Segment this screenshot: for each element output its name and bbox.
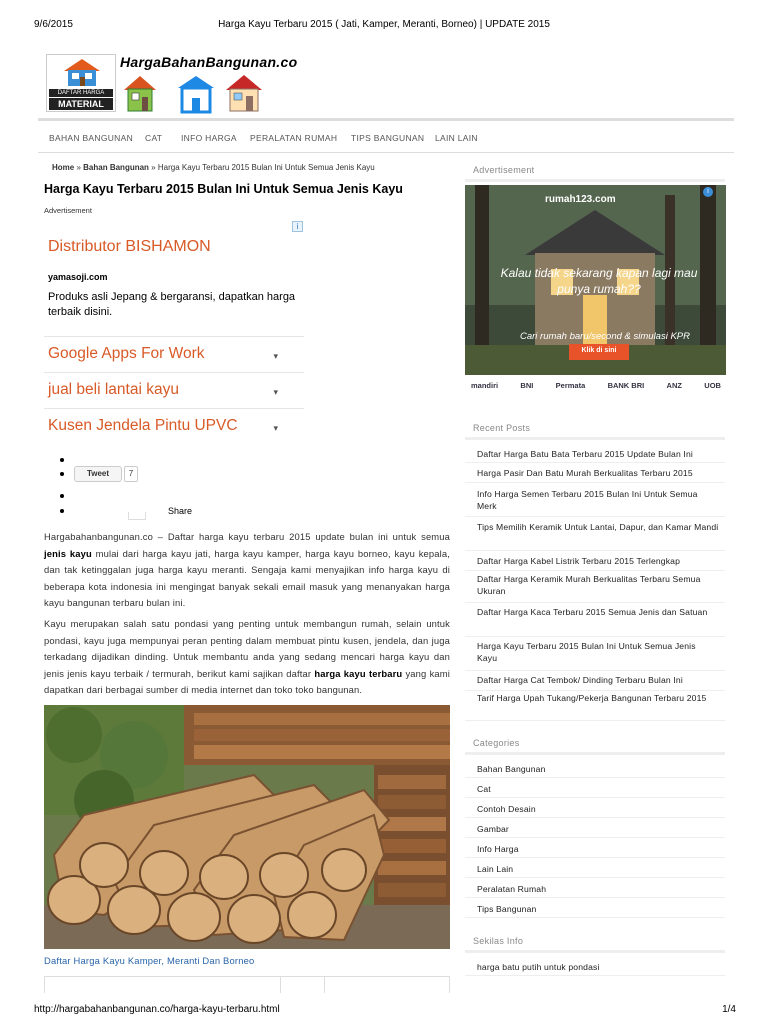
recent-post-link[interactable]: Tarif Harga Upah Tukang/Pekerja Bangunan Terbaru 2015 [477, 693, 707, 703]
sidebar-divider [465, 437, 725, 440]
category-item[interactable] [465, 898, 725, 918]
banner-cta-button[interactable]: Klik di sini [581, 347, 617, 354]
recent-post-item[interactable] [465, 463, 725, 483]
tweet-count: 7 [124, 466, 138, 482]
bank-logo: BANK BRI [607, 381, 645, 390]
bank-logo: BNI [520, 381, 534, 390]
breadcrumb-home[interactable]: Home [52, 163, 75, 172]
bank-logo: UOB [704, 381, 721, 390]
chevron-down-icon: ▾ [273, 423, 278, 433]
logo-daftar-label: DAFTAR HARGA [49, 89, 113, 97]
breadcrumb-separator: » [76, 163, 81, 172]
ad-link-label: Kusen Jendela Pintu UPVC [48, 417, 238, 434]
sidebar-divider [465, 950, 725, 953]
info-item[interactable] [465, 956, 725, 976]
table-border [280, 977, 281, 993]
category-item[interactable] [465, 838, 725, 858]
breadcrumb-category[interactable]: Bahan Bangunan [83, 163, 149, 172]
bank-logo: Permata [555, 381, 586, 390]
tweet-button[interactable]: Tweet [74, 466, 122, 482]
category-link[interactable]: Bahan Bangunan [477, 764, 546, 774]
recent-post-link[interactable]: Info Harga Semen Terbaru 2015 Bulan Ini Untuk Semua Merk [477, 489, 698, 511]
recent-post-link[interactable]: Daftar Harga Cat Tembok/ Dinding Terbaru Bulan Ini [477, 675, 683, 685]
category-link[interactable]: Contoh Desain [477, 804, 536, 814]
sidebar-ad-heading: Advertisement [473, 165, 535, 175]
ad-headline[interactable]: Distributor BISHAMON [48, 238, 211, 255]
ad-link-kusen-upvc[interactable] [44, 408, 304, 444]
nav-tips-bangunan[interactable]: TIPS BANGUNAN [351, 133, 425, 143]
recent-post-link[interactable]: Tips Memilih Keramik Untuk Lantai, Dapur, dan Kamar Mandi [477, 522, 719, 532]
share-buttons [60, 452, 260, 522]
sidebar-divider [465, 752, 725, 755]
house-logo-icon [60, 57, 104, 87]
recent-post-link[interactable]: Daftar Harga Keramik Murah Berkualitas Terbaru Semua Ukuran [477, 574, 701, 596]
category-item[interactable] [465, 878, 725, 898]
nav-info-harga[interactable]: INFO HARGA [181, 133, 237, 143]
paragraph-text: mulai dari harga kayu jati, harga kayu kamper, harga kayu borneo, kayu kepala, dan tak ketinggalan juga harga kayu meranti. Sengaja kami menyajikan info harga kayu di beberapa kota indonesia ini mengingat banyak sekali email masuk yang menanyakan harga kayu bangunan terbaru bulan ini. [44, 547, 450, 608]
table-border [449, 977, 450, 993]
print-date: 9/6/2015 [34, 19, 73, 30]
recent-post-item[interactable] [465, 517, 725, 551]
print-footer [0, 1000, 768, 1024]
recent-post-link[interactable]: Daftar Harga Batu Bata Terbaru 2015 Update Bulan Ini [477, 449, 693, 459]
breadcrumb-current: Harga Kayu Terbaru 2015 Bulan Ini Untuk Semua Jenis Kayu [157, 163, 375, 172]
recent-post-item[interactable] [465, 637, 725, 671]
ad-description: Produks asli Jepang & bergaransi, dapatkan harga terbaik disini. [48, 291, 296, 318]
banner-brand: rumah123.com [545, 194, 616, 205]
category-link[interactable]: Lain Lain [477, 864, 514, 874]
category-item[interactable] [465, 818, 725, 838]
body-paragraph [44, 616, 450, 699]
chevron-down-icon: ▾ [273, 351, 278, 361]
ad-link-lantai-kayu[interactable] [44, 372, 304, 408]
main-nav [38, 118, 734, 153]
banner-sub: Cari rumah baru/second & simulasi KPR [519, 331, 690, 342]
recent-posts-heading: Recent Posts [473, 423, 531, 433]
ad-domain[interactable]: yamasoji.com [48, 272, 108, 282]
recent-post-item[interactable] [465, 571, 725, 603]
banner-background [465, 185, 726, 412]
houses-icon [120, 72, 270, 114]
site-logo[interactable] [46, 54, 336, 114]
breadcrumb-separator: » [151, 163, 156, 172]
table-border [324, 977, 325, 993]
recent-post-item[interactable] [465, 691, 725, 721]
timber-photo [44, 705, 450, 949]
category-link[interactable]: Peralatan Rumah [477, 884, 547, 894]
advertisement-label: Advertisement [44, 206, 92, 215]
nav-cat[interactable]: CAT [145, 133, 163, 143]
nav-peralatan-rumah[interactable]: PERALATAN RUMAH [250, 133, 338, 143]
print-header [0, 0, 768, 30]
list-bullet [60, 494, 64, 498]
category-item[interactable] [465, 758, 725, 778]
list-bullet [60, 472, 64, 476]
table-border [44, 977, 45, 993]
paragraph-text: Hargabahanbangunan.co – Daftar harga kayu terbaru 2015 update bulan ini untuk semua [44, 531, 450, 542]
recent-post-item[interactable] [465, 443, 725, 463]
recent-post-item[interactable] [465, 671, 725, 691]
recent-post-item[interactable] [465, 551, 725, 571]
site-brand: HargaBahanBangunan.co [120, 54, 298, 70]
adchoices-icon[interactable]: i [703, 187, 713, 197]
chevron-down-icon: ▾ [273, 387, 278, 397]
category-link[interactable]: Cat [477, 784, 491, 794]
ad-link-label: jual beli lantai kayu [48, 381, 179, 398]
price-table [44, 976, 450, 992]
category-item[interactable] [465, 858, 725, 878]
list-bullet [60, 458, 64, 462]
print-url: http://hargabahanbangunan.co/harga-kayu-terbaru.html [34, 1004, 280, 1015]
post-title: Harga Kayu Terbaru 2015 Bulan Ini Untuk Semua Jenis Kayu [44, 182, 403, 196]
recent-post-link[interactable]: Harga Pasir Dan Batu Murah Berkualitas Terbaru 2015 [477, 468, 693, 478]
logo-badge [46, 54, 116, 112]
sekilas-info-heading: Sekilas Info [473, 936, 524, 946]
info-link[interactable]: harga batu putih untuk pondasi [477, 962, 600, 972]
photo-caption[interactable]: Daftar Harga Kayu Kamper, Meranti Dan Borneo [44, 955, 255, 966]
recent-post-link[interactable]: Harga Kayu Terbaru 2015 Bulan Ini Untuk Semua Jenis Kayu [477, 641, 696, 663]
nav-lain-lain[interactable]: LAIN LAIN [435, 133, 478, 143]
intro-paragraph [44, 529, 450, 612]
nav-bahan-bangunan[interactable]: BAHAN BANGUNAN [49, 133, 134, 143]
banner-tagline: Kalau tidak sekarang kapan lagi mau punya rumah?? [500, 266, 698, 296]
paragraph-text: yang kami dapatkan dari berbagai sumber di media internet dan toko toko bangunan. [44, 667, 450, 695]
recent-post-link[interactable]: Daftar Harga Kaca Terbaru 2015 Semua Jenis dan Satuan [477, 607, 708, 617]
bank-logo: ANZ [666, 381, 682, 390]
category-item[interactable] [465, 798, 725, 818]
share-frame [128, 512, 146, 520]
breadcrumb [52, 163, 375, 172]
paragraph-text: Kayu merupakan salah satu pondasi yang penting untuk membangun rumah, selain untuk pondasi, kayu juga mempunyai peran penting dalam membuat pintu kusen, jendela, dan juga terkadang dijadikan dinding. Untuk membantu anda yang sedang mencari harga kayu dan jenis jenis kayu terbaik / termurah, berikut kami sajikan daftar [44, 618, 450, 679]
ad-link-label: Google Apps For Work [48, 345, 205, 362]
list-bullet [60, 509, 64, 513]
banner-bank-logos [471, 381, 721, 390]
rumah123-banner-ad[interactable] [465, 185, 726, 412]
recent-post-item[interactable] [465, 483, 725, 517]
bank-logo: mandiri [471, 381, 499, 390]
print-page-number: 1/4 [722, 1004, 736, 1015]
adchoices-icon[interactable]: i [292, 221, 303, 232]
print-page-title: Harga Kayu Terbaru 2015 ( Jati, Kamper, Meranti, Borneo) | UPDATE 2015 [218, 19, 550, 30]
category-link[interactable]: Gambar [477, 824, 509, 834]
paragraph-keyword: harga kayu terbaru [314, 667, 403, 679]
category-item[interactable] [465, 778, 725, 798]
sidebar-divider [465, 179, 725, 182]
category-link[interactable]: Tips Bangunan [477, 904, 537, 914]
recent-post-link[interactable]: Daftar Harga Kabel Listrik Terbaru 2015 Terlengkap [477, 556, 681, 566]
recent-post-item[interactable] [465, 603, 725, 637]
logo-material-label: MATERIAL [49, 98, 113, 110]
category-link[interactable]: Info Harga [477, 844, 519, 854]
facebook-share-button[interactable]: Share [168, 506, 193, 516]
ad-link-google-apps[interactable] [44, 336, 304, 372]
categories-heading: Categories [473, 738, 520, 748]
paragraph-keyword: jenis kayu [44, 547, 92, 559]
